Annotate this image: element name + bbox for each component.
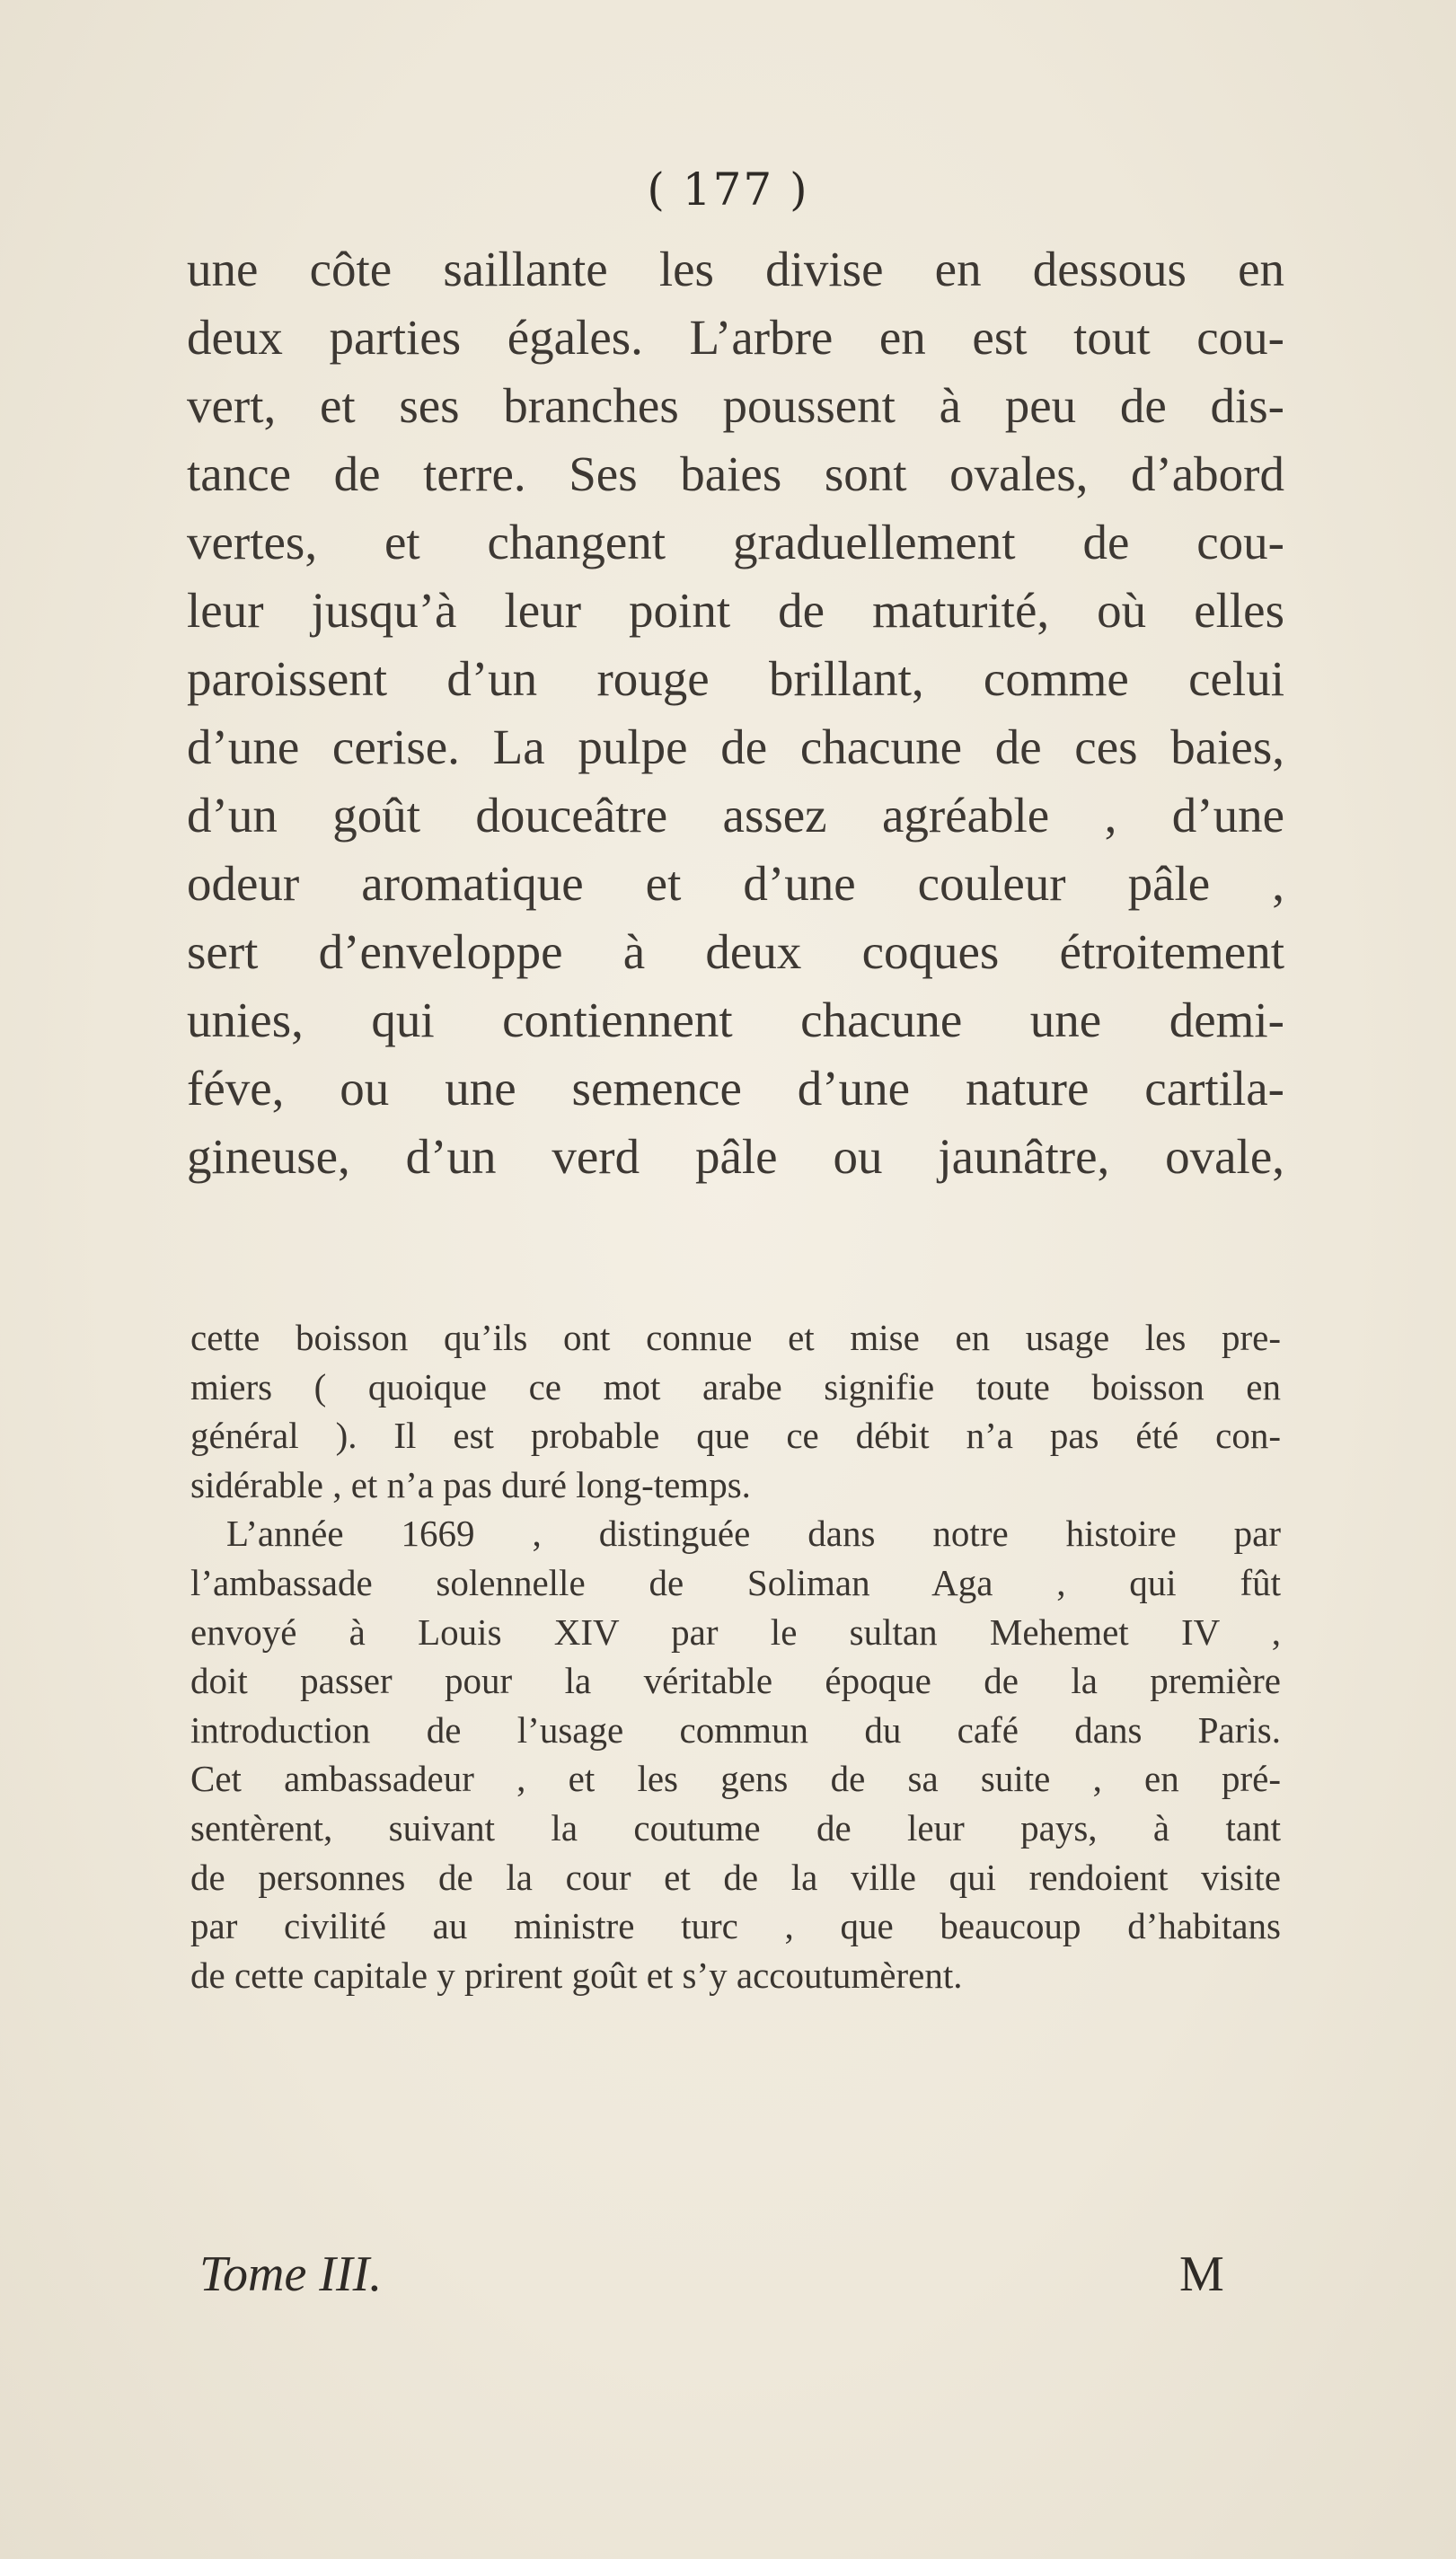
footnote-line: sidérable , et n’a pas duré long-temps.: [190, 1463, 751, 1505]
footnote-line: introduction de l’usage commun du café dans Paris.: [190, 1708, 1281, 1751]
footnote-line: cette boisson qu’ils ont connue et mise en usage les pre-: [190, 1317, 1281, 1358]
main-text-line: tance de terre. Ses baies sont ovales, d’abord: [187, 446, 1284, 501]
footnote-line: envoyé à Louis XIV par le sultan Mehemet IV ,: [190, 1610, 1281, 1653]
main-text-line: deux parties égales. L’arbre en est tout cou-: [187, 310, 1284, 365]
footnote-line: Cet ambassadeur , et les gens de sa suite , en pré-: [190, 1758, 1281, 1800]
main-text-line: une côte saillante les divise en dessous en: [187, 242, 1284, 296]
footnote-line: doit passer pour la véritable époque de la première: [190, 1660, 1281, 1702]
footnote: [190, 1313, 1281, 1999]
main-text-line: sert d’enveloppe à deux coques étroitement: [187, 924, 1284, 979]
page-number: ( 177 ): [647, 163, 809, 216]
main-paragraph: [187, 235, 1284, 1191]
main-text-line: unies, qui contiennent chacune une demi-: [187, 993, 1284, 1047]
footnote-line: de cette capitale y prirent goût et s’y accoutumèrent.: [190, 1954, 963, 1996]
footnote-line: par civilité au ministre turc , que beaucoup d’habitans: [190, 1905, 1281, 1947]
main-text-line: vertes, et changent graduellement de cou-: [187, 515, 1284, 569]
main-text-line: leur jusqu’à leur point de maturité, où elles: [187, 583, 1284, 638]
footnote-line: de personnes de la cour et de la ville qui rendoient visite: [190, 1856, 1281, 1898]
footnote-line: miers ( quoique ce mot arabe signifie toute boisson en: [190, 1365, 1281, 1407]
page-footer: [0, 2246, 1456, 2308]
volume-label: Tome III.: [199, 2246, 383, 2302]
main-text-line: vert, et ses branches poussent à peu de dis-: [187, 378, 1284, 433]
main-text-line: gineuse, d’un verd pâle ou jaunâtre, ovale,: [187, 1129, 1284, 1184]
main-text-line: d’un goût douceâtre assez agréable , d’une: [187, 788, 1284, 843]
main-text-line: d’une cerise. La pulpe de chacune de ces baies,: [187, 719, 1284, 774]
signature-mark: M: [1179, 2246, 1224, 2302]
main-text-line: odeur aromatique et d’une couleur pâle ,: [187, 856, 1284, 911]
footnote-line: L’année 1669 , distinguée dans notre histoire par: [226, 1513, 1281, 1555]
main-text-line: paroissent d’un rouge brillant, comme celui: [187, 651, 1284, 706]
footnote-line: sentèrent, suivant la coutume de leur pays, à tant: [190, 1806, 1281, 1849]
footnote-line: l’ambassade solennelle de Soliman Aga , qui fût: [190, 1561, 1281, 1603]
footnote-line: général ). Il est probable que ce débit n’a pas été con-: [190, 1415, 1281, 1457]
main-text-line: féve, ou une semence d’une nature cartila-: [187, 1061, 1284, 1116]
